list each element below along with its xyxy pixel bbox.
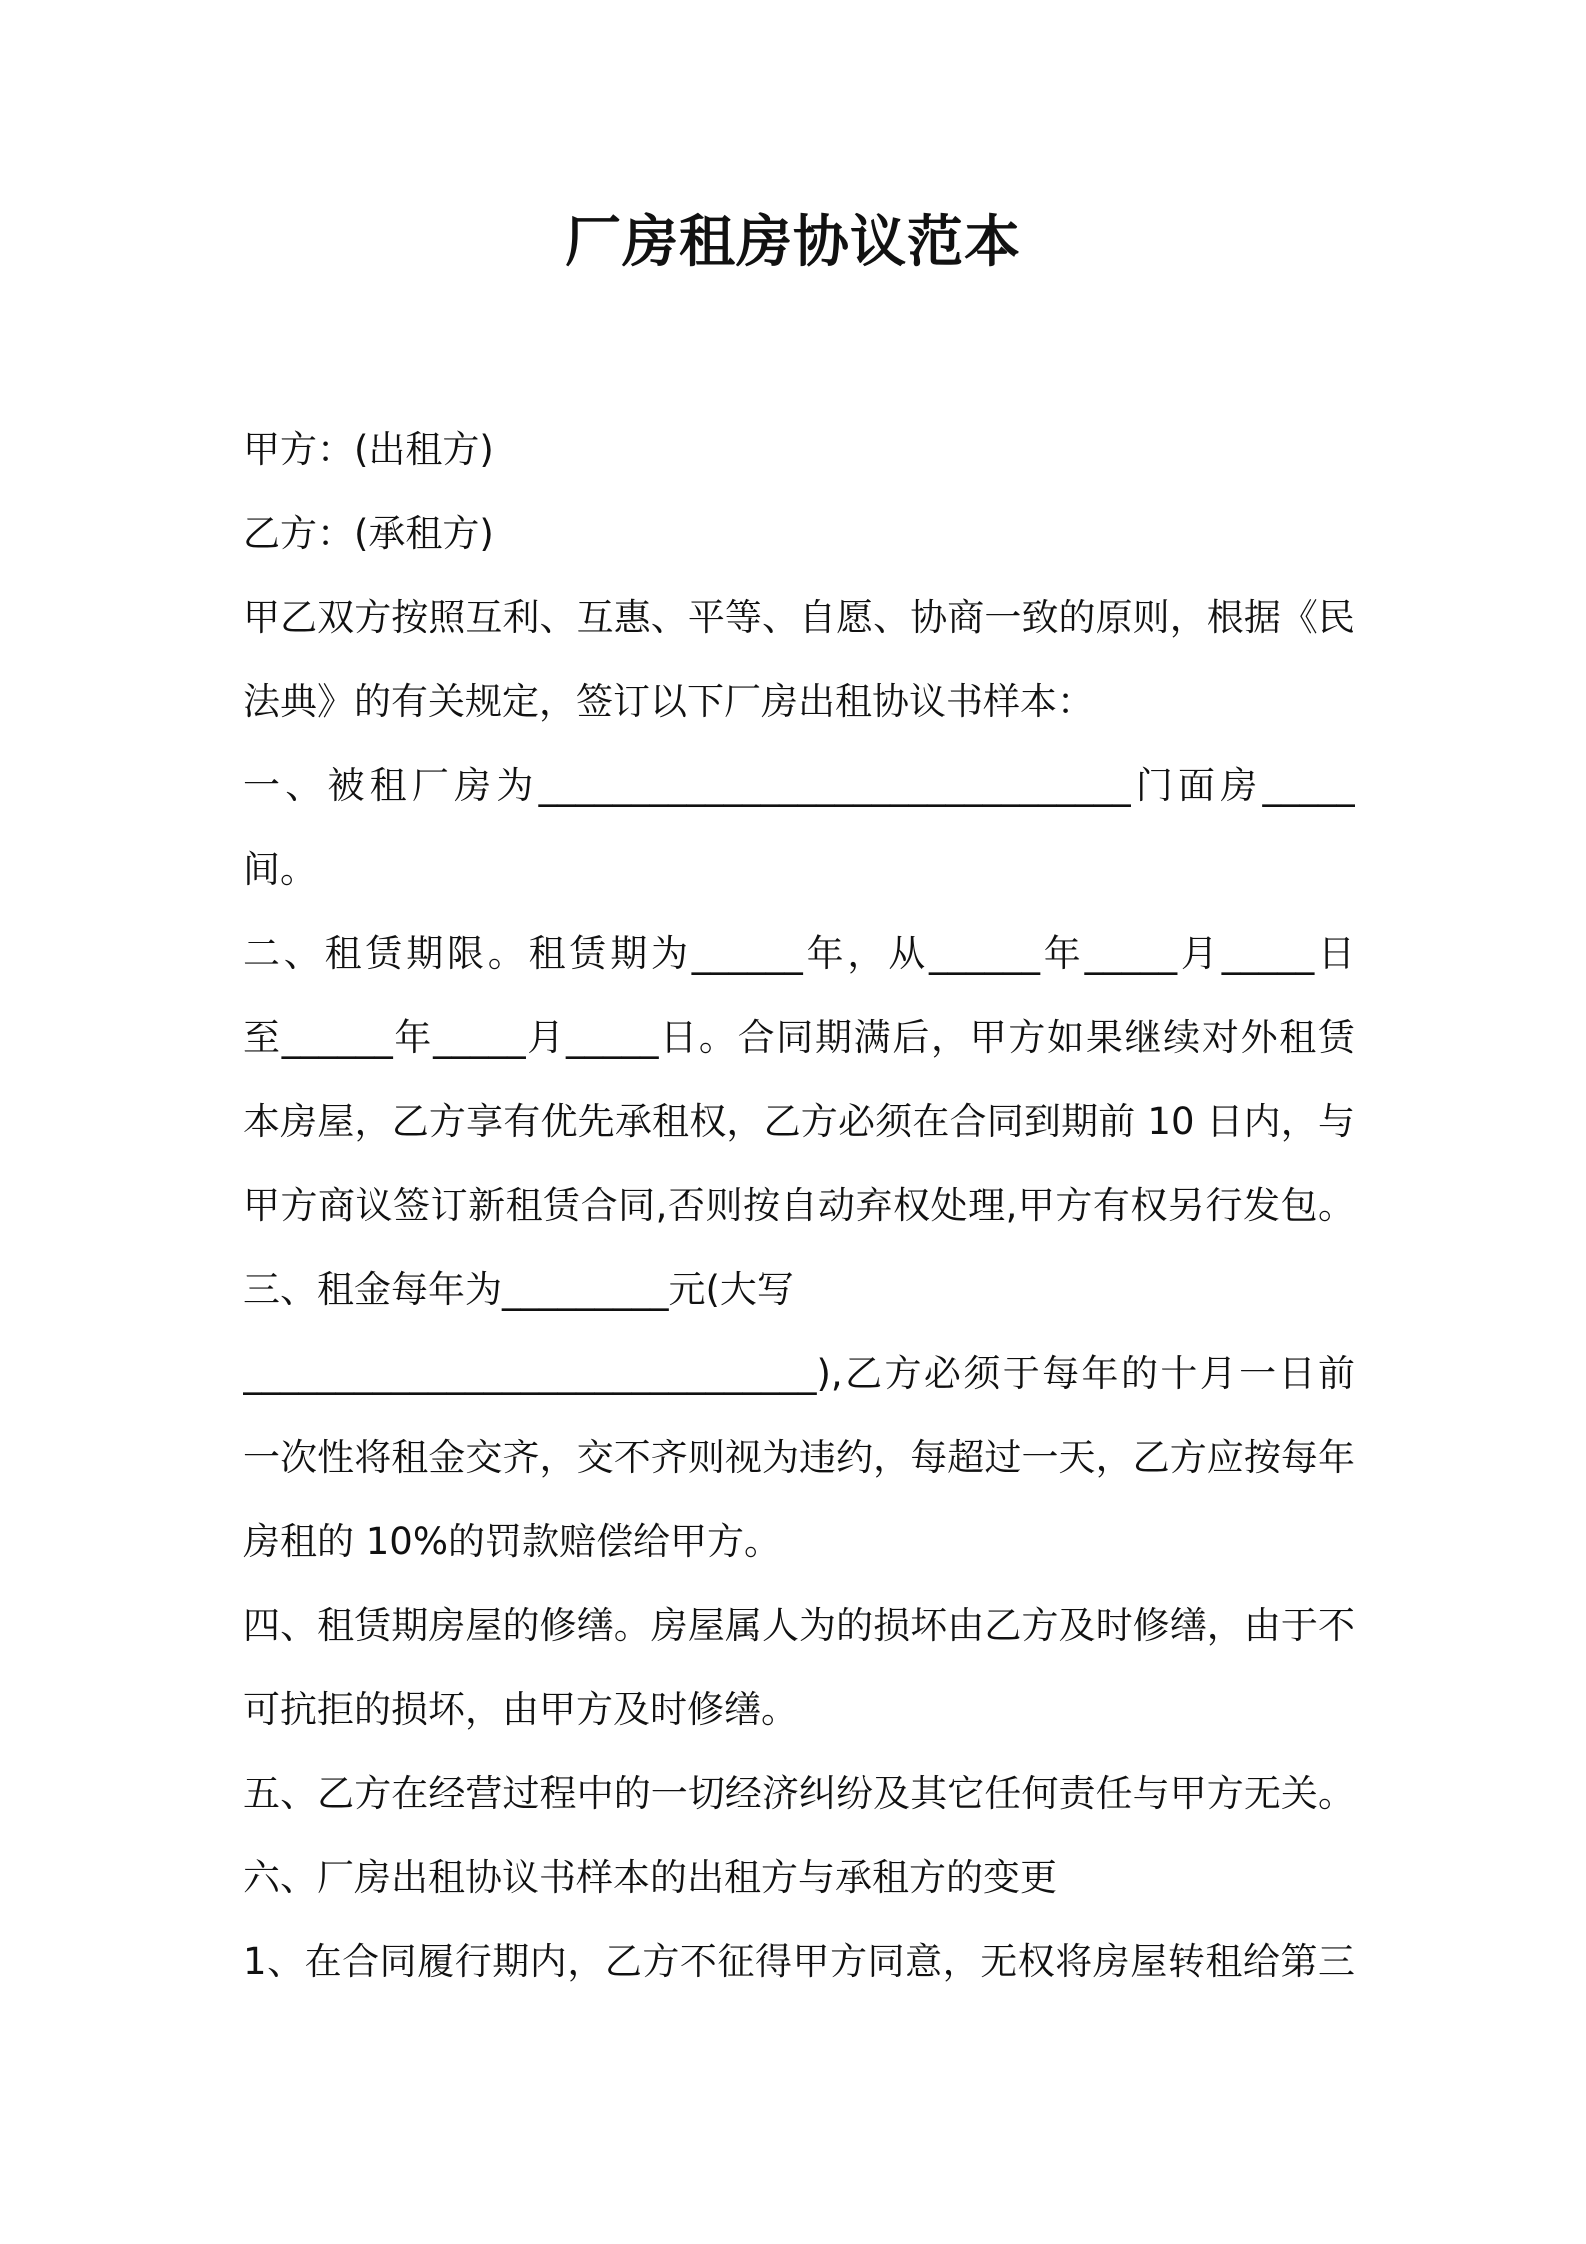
clause-2-line-3: 本房屋，乙方享有优先承租权，乙方必须在合同到期前 10 日内，与 [243,1100,1355,1143]
clause-3-line-4: 房租的 10%的罚款赔偿给甲方。 [243,1520,781,1563]
clause-2-line-1: 二、租赁期限。租赁期为______年，从______年_____月_____日 [243,932,1355,975]
preamble-line-2: 法典》的有关规定，签订以下厂房出租协议书样本： [243,680,1094,723]
document-title: 厂房租房协议范本 [565,210,1021,275]
clause-4-line-2: 可抗拒的损坏，由甲方及时修缮。 [243,1688,798,1731]
document-body [243,408,1355,2004]
party-a-line: 甲方：(出租方) [243,428,494,471]
preamble-line-1: 甲乙双方按照互利、互惠、平等、自愿、协商一致的原则，根据《民 [243,596,1355,639]
clause-4-line-1: 四、租赁期房屋的修缮。房屋属人为的损坏由乙方及时修缮，由于不 [243,1604,1355,1647]
clause-1-line-2: 间。 [243,848,317,891]
clause-6-heading: 六、厂房出租协议书样本的出租方与承租方的变更 [243,1856,1057,1899]
clause-3-line-2: _______________________________),乙方必须于每年的十月一日前 [243,1352,1355,1395]
clause-2-line-4: 甲方商议签订新租赁合同,否则按自动弃权处理,甲方有权另行发包。 [243,1184,1355,1227]
party-b-line: 乙方：(承租方) [243,512,494,555]
clause-3-line-1: 三、租金每年为_________元(大写 [243,1268,794,1311]
clause-6-item-1-line-1: 1、在合同履行期内，乙方不征得甲方同意，无权将房屋转租给第三 [243,1940,1355,1983]
clause-2-line-2: 至______年_____月_____日。合同期满后，甲方如果继续对外租赁 [243,1016,1355,1059]
clause-1-line-1: 一、被租厂房为________________________________门面房_____ [243,764,1355,807]
clause-5-line-1: 五、乙方在经营过程中的一切经济纠纷及其它任何责任与甲方无关。 [243,1772,1355,1815]
clause-3-line-3: 一次性将租金交齐，交不齐则视为违约，每超过一天，乙方应按每年 [243,1436,1355,1479]
